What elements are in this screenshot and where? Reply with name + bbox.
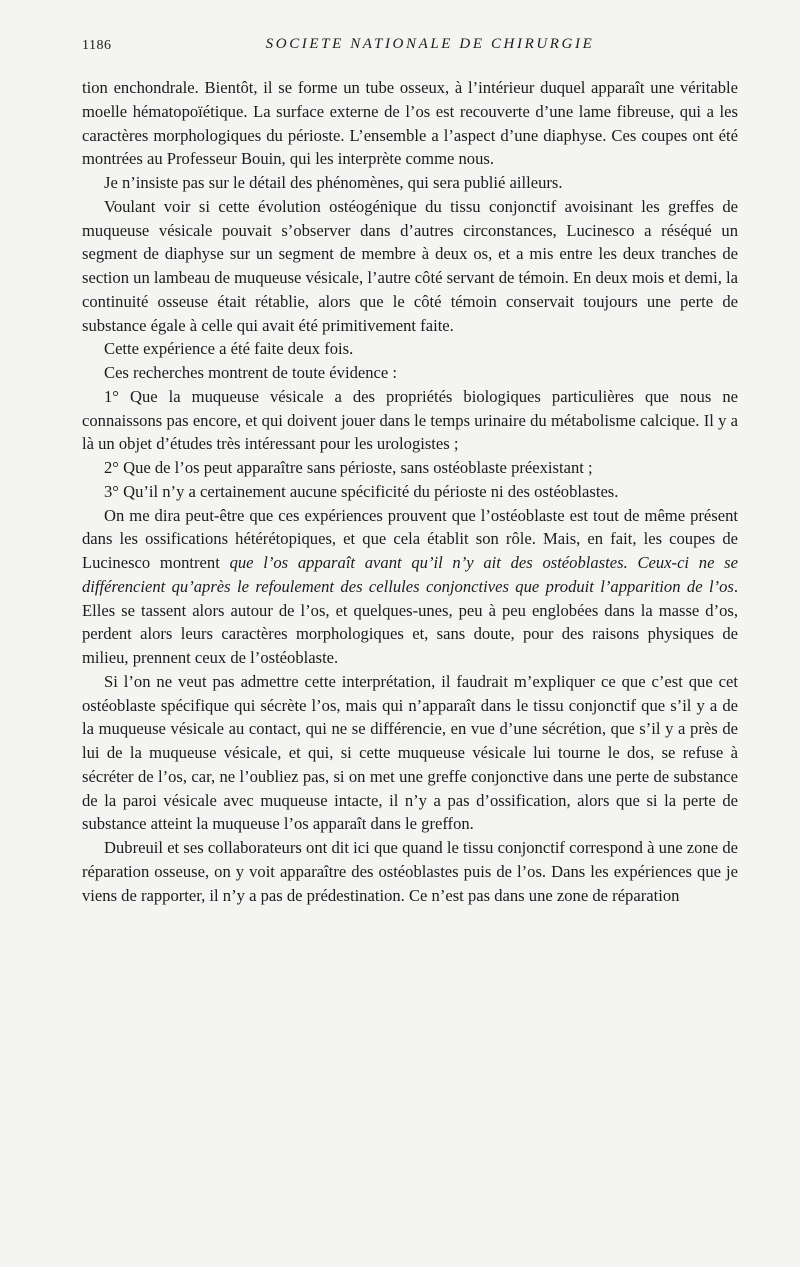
paragraph-3: Voulant voir si cette évolution ostéogénique du tissu conjonctif avoisinant les greffes de muqueuse vésicale pouvait s’observer dans d’autres circonstances, Lucinesco a réséqué un segment de diaphyse sur un segment de membre à deux os, et a mis entre les deux tranches de section un lambeau de muqueuse vésicale, l’autre côté servant de témoin. En deux mois et demi, la continuité osseuse était rétablie, alors que le côté témoin conservait toujours une perte de substance égale à celle qui avait été primitivement faite.	[82, 196, 738, 335]
paragraph-9	[82, 504, 738, 670]
paragraph-6: 1° Que la muqueuse vésicale a des propriétés biologiques particulières que nous ne connaissons pas encore, et qui doivent jouer dans le temps urinaire du métabolisme calcique. Il y a là un objet d’études très intéressant pour les urologistes ;	[82, 386, 738, 454]
running-title: SOCIETE NATIONALE DE CHIRURGIE	[265, 36, 595, 52]
paragraph-5: Ces recherches montrent de toute évidence :	[104, 363, 398, 382]
body-text	[82, 76, 738, 907]
paragraph-9-end: . Elles se tassent alors autour de l’os, et quelques-unes, peu à peu englobées dans la masse d’os, perdent alors leurs caractères morphologiques et, sans doute, pour des raisons physiques de milieu, prennent ceux de l’ostéoblaste.	[82, 576, 738, 667]
paragraph-10: Si l’on ne veut pas admettre cette interprétation, il faudrait m’expliquer ce que c’est que cet ostéoblaste spécifique qui sécrète l’os, mais qui n’apparaît dans le tissu conjonctif que s’il y a de la muqueuse vésicale au contact, qui ne se différencie, en vue d’une sécrétion, que s’il y a près de lui de la muqueuse vésicale, et qui, si cette muqueuse vésicale lui tourne le dos, se refuse à sécréter de l’os, car, ne l’oubliez pas, si on met une greffe conjonctive dans une perte de substance de la paroi vésicale avec muqueuse intacte, il n’y a pas d’ossification, alors que si la perte de substance atteint la muqueuse l’os apparaît dans le greffon.	[82, 671, 738, 834]
paragraph-2: Je n’insiste pas sur le détail des phénomènes, qui sera publié ailleurs.	[104, 173, 563, 192]
paragraph-1: tion enchondrale. Bientôt, il se forme un tube osseux, à l’intérieur duquel apparaît une véritable moelle hématopoïétique. La surface externe de l’os est recouverte d’une lame fibreuse, qui a les caractères morphologiques du périoste. L’ensemble a l’aspect d’une diaphyse. Ces coupes ont été montrées au Professeur Bouin, qui les interprète comme nous.	[82, 78, 738, 169]
page-header	[82, 34, 738, 60]
paragraph-9-emphasis: que l’os apparaît avant qu’il n’y ait des ostéoblastes. Ceux-ci ne se différencient qu’après le refoulement des cellules conjonctives que produit l’apparition de l’os	[82, 553, 738, 596]
paragraph-4: Cette expérience a été faite deux fois.	[104, 339, 354, 359]
paragraph-7: 2° Que de l’os peut apparaître sans périoste, sans ostéoblaste préexistant ;	[104, 458, 593, 477]
paragraph-8: 3° Qu’il n’y a certainement aucune spécificité du périoste ni des ostéoblastes.	[104, 481, 619, 501]
paragraph-11: Dubreuil et ses collaborateurs ont dit ici que quand le tissu conjonctif correspond à une zone de réparation osseuse, on y voit apparaître des ostéoblastes puis de l’os. Dans les expériences que je viens de rapporter, il n’y a pas de prédestination. Ce n’est pas dans une zone de réparation	[82, 838, 738, 905]
page-number: 1186	[82, 38, 112, 53]
paragraph-9-start: On me dira peut-être que ces expériences prouvent que l’ostéoblaste est tout de même présent dans les ossifications hétérétopiques, et que cela établit son rôle. Mais, en fait, les coupes de Lucinesco montrent	[82, 505, 738, 572]
document-page	[82, 34, 738, 907]
